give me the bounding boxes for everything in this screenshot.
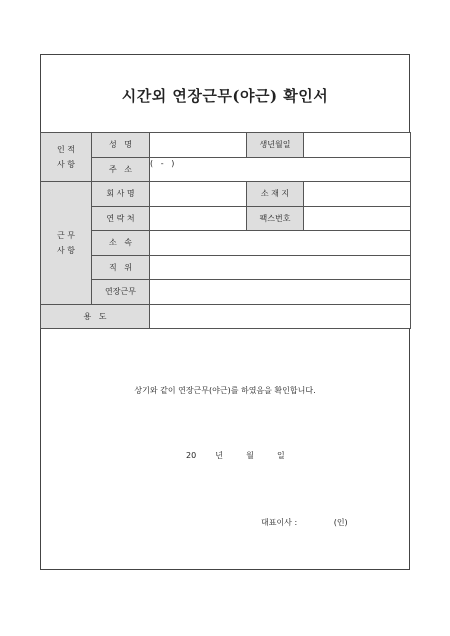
purpose-label: 용 도: [41, 304, 150, 329]
date-line: [186, 450, 285, 461]
work-info-category: 근 무 사 항: [41, 182, 92, 305]
birth-date-field[interactable]: [304, 133, 411, 158]
form-table: [40, 132, 411, 329]
signature-line: [261, 517, 348, 528]
name-label: 성 명: [92, 133, 150, 158]
location-label: 소 재 지: [247, 182, 304, 207]
department-label: 소 속: [92, 231, 150, 256]
fax-number-label: 팩스번호: [247, 206, 304, 231]
company-name-field[interactable]: [150, 182, 247, 207]
fax-number-field[interactable]: [304, 206, 411, 231]
confirmation-statement: 상기와 같이 연장근무(야근)를 하였음을 확인합니다.: [134, 386, 316, 395]
job-position-label: 직 위: [92, 255, 150, 280]
postal-code-placeholder: ( - ): [150, 158, 175, 168]
address-label: 주 소: [92, 157, 150, 182]
overtime-field[interactable]: [150, 280, 411, 305]
location-field[interactable]: [304, 182, 411, 207]
ceo-label: 대표이사 :: [261, 518, 298, 527]
name-field[interactable]: [150, 133, 247, 158]
month-label: 월: [246, 451, 254, 460]
company-name-label: 회 사 명: [92, 182, 150, 207]
birth-date-label: 생년월일: [247, 133, 304, 158]
address-field[interactable]: [150, 157, 411, 182]
seal-mark: (인): [333, 518, 348, 527]
year-prefix: 20: [186, 451, 197, 460]
overtime-label: 연장근무: [92, 280, 150, 305]
day-label: 일: [276, 451, 285, 460]
job-position-field[interactable]: [150, 255, 411, 280]
purpose-field[interactable]: [150, 304, 411, 329]
document-title: 시간외 연장근무(야근) 확인서: [121, 87, 329, 105]
department-field[interactable]: [150, 231, 411, 256]
certificate-page: [40, 54, 410, 570]
year-label: 년: [215, 451, 224, 460]
contact-field[interactable]: [150, 206, 247, 231]
contact-label: 연 락 처: [92, 206, 150, 231]
personal-info-category: 인 적 사 항: [41, 133, 92, 182]
